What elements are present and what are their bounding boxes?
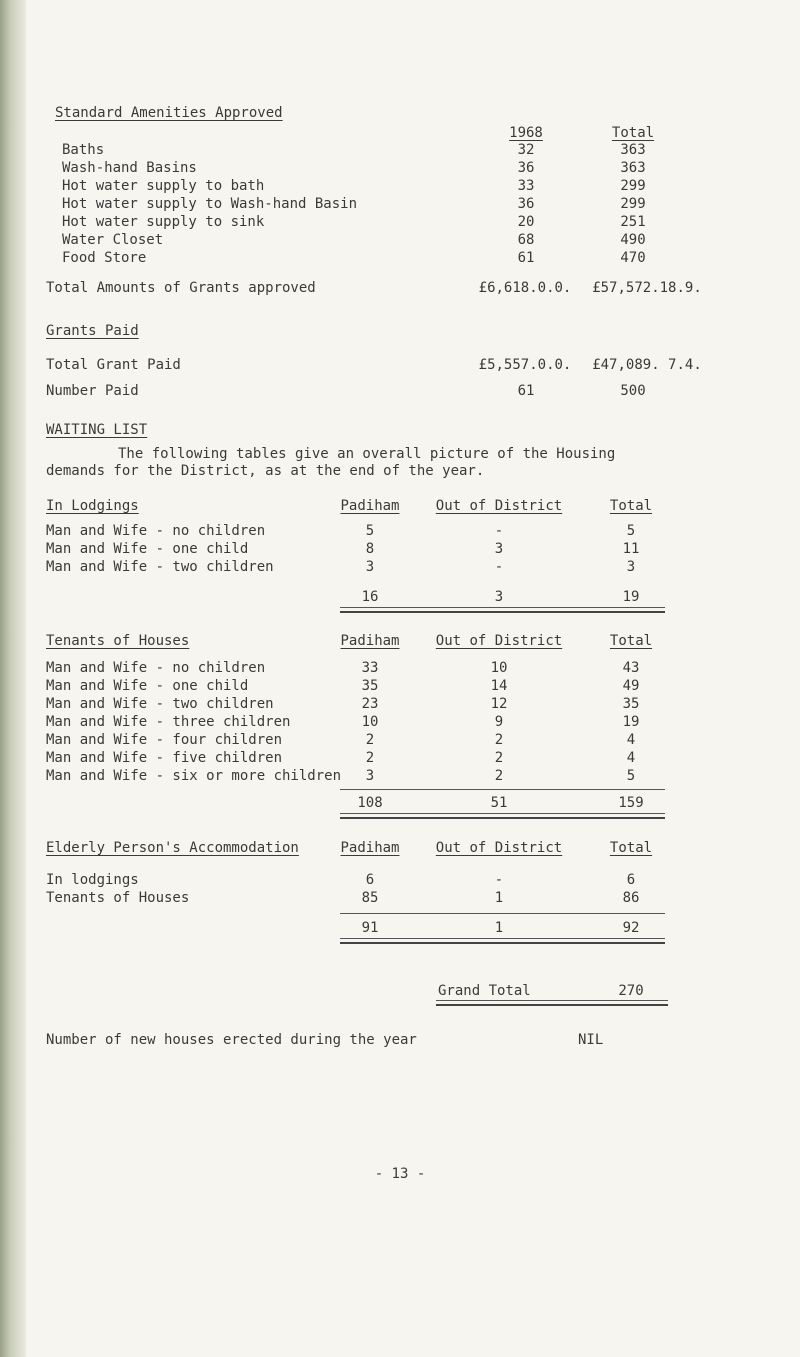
elderly-row-total: 86 bbox=[622, 890, 640, 906]
amenities-heading: Standard Amenities Approved bbox=[55, 105, 283, 121]
elderly-sum-total: 92 bbox=[622, 920, 640, 936]
col-total: Total bbox=[609, 498, 653, 514]
tenants-row-padiham: 35 bbox=[361, 678, 379, 694]
amenity-row-label: Wash-hand Basins bbox=[62, 160, 197, 176]
amenity-row-label: Hot water supply to Wash-hand Basin bbox=[62, 196, 358, 212]
amenity-row-1968: 33 bbox=[517, 178, 535, 194]
number-paid-1968: 61 bbox=[517, 383, 535, 399]
number-paid-label: Number Paid bbox=[46, 383, 139, 399]
tenants-sum-out: 51 bbox=[490, 795, 508, 811]
tenants-row-total: 4 bbox=[626, 732, 636, 748]
amenity-row-label: Food Store bbox=[62, 250, 147, 266]
lodgings-sum-padiham: 16 bbox=[361, 589, 379, 605]
amenity-row-1968: 61 bbox=[517, 250, 535, 266]
tenants-row-label: Man and Wife - two children bbox=[46, 696, 274, 712]
tenants-row-total: 4 bbox=[626, 750, 636, 766]
tenants-row-total: 43 bbox=[622, 660, 640, 676]
grants-approved-1968: £6,618.0.0. bbox=[478, 280, 572, 296]
grants-approved-label: Total Amounts of Grants approved bbox=[46, 280, 316, 296]
amenity-row-1968: 68 bbox=[517, 232, 535, 248]
lodgings-sum-out: 3 bbox=[494, 589, 504, 605]
grand-total-rule bbox=[436, 1000, 668, 1001]
lodgings-row-out: - bbox=[494, 559, 504, 575]
grant-paid-total: £47,089. 7.4. bbox=[592, 357, 702, 373]
tenants-row-padiham: 33 bbox=[361, 660, 379, 676]
grant-paid-1968: £5,557.0.0. bbox=[478, 357, 572, 373]
col-out-of-district: Out of District bbox=[435, 840, 563, 856]
lodgings-row-label: Man and Wife - one child bbox=[46, 541, 249, 557]
amenity-row-1968: 36 bbox=[517, 160, 535, 176]
tenants-sum-rule-top bbox=[340, 789, 665, 790]
tenants-row-label: Man and Wife - five children bbox=[46, 750, 283, 766]
waiting-list-heading: WAITING LIST bbox=[46, 422, 148, 438]
lodgings-row-padiham: 8 bbox=[365, 541, 375, 557]
col-padiham: Padiham bbox=[340, 840, 400, 856]
col-1968-header: 1968 bbox=[509, 125, 543, 141]
elderly-sum-padiham: 91 bbox=[361, 920, 379, 936]
lodgings-row-out: - bbox=[494, 523, 504, 539]
lodgings-sum-rule-double bbox=[340, 611, 665, 613]
elderly-sum-rule-top bbox=[340, 913, 665, 914]
col-padiham: Padiham bbox=[340, 633, 400, 649]
col-total-header: Total bbox=[611, 125, 655, 141]
amenity-row-1968: 36 bbox=[517, 196, 535, 212]
elderly-heading: Elderly Person's Accommodation bbox=[46, 840, 299, 856]
tenants-row-label: Man and Wife - four children bbox=[46, 732, 283, 748]
number-paid-total: 500 bbox=[620, 383, 646, 399]
tenants-row-padiham: 3 bbox=[365, 768, 375, 784]
elderly-sum-out: 1 bbox=[494, 920, 504, 936]
lodgings-sum-rule bbox=[340, 607, 665, 608]
amenity-row-total: 470 bbox=[620, 250, 646, 266]
elderly-row-total: 6 bbox=[626, 872, 636, 888]
tenants-row-out: 9 bbox=[494, 714, 504, 730]
amenity-row-1968: 20 bbox=[517, 214, 535, 230]
tenants-row-padiham: 2 bbox=[365, 732, 375, 748]
elderly-sum-rule-double bbox=[340, 942, 665, 944]
amenity-row-total: 299 bbox=[620, 178, 646, 194]
amenity-row-total: 251 bbox=[620, 214, 646, 230]
intro-line-1: The following tables give an overall picture of the Housing bbox=[118, 446, 616, 462]
tenants-row-total: 35 bbox=[622, 696, 640, 712]
tenants-row-out: 2 bbox=[494, 750, 504, 766]
tenants-sum-padiham: 108 bbox=[357, 795, 383, 811]
amenity-row-total: 363 bbox=[620, 160, 646, 176]
elderly-sum-rule bbox=[340, 938, 665, 939]
amenity-row-label: Baths bbox=[62, 142, 105, 158]
tenants-row-out: 12 bbox=[490, 696, 508, 712]
lodgings-sum-total: 19 bbox=[622, 589, 640, 605]
page-number: - 13 - bbox=[374, 1166, 426, 1182]
elderly-row-label: Tenants of Houses bbox=[46, 890, 190, 906]
elderly-row-padiham: 6 bbox=[365, 872, 375, 888]
tenants-row-out: 14 bbox=[490, 678, 508, 694]
elderly-row-out: - bbox=[494, 872, 504, 888]
tenants-row-total: 5 bbox=[626, 768, 636, 784]
col-total: Total bbox=[609, 633, 653, 649]
lodgings-row-out: 3 bbox=[494, 541, 504, 557]
tenants-row-out: 2 bbox=[494, 732, 504, 748]
page-edge bbox=[0, 0, 26, 1357]
amenity-row-1968: 32 bbox=[517, 142, 535, 158]
tenants-row-total: 49 bbox=[622, 678, 640, 694]
lodgings-row-label: Man and Wife - no children bbox=[46, 523, 266, 539]
col-total: Total bbox=[609, 840, 653, 856]
grants-approved-total: £57,572.18.9. bbox=[592, 280, 702, 296]
lodgings-row-total: 11 bbox=[622, 541, 640, 557]
tenants-row-out: 10 bbox=[490, 660, 508, 676]
grand-total-rule-double bbox=[436, 1004, 668, 1006]
lodgings-heading: In Lodgings bbox=[46, 498, 139, 514]
tenants-row-label: Man and Wife - six or more children bbox=[46, 768, 342, 784]
tenants-sum-total: 159 bbox=[618, 795, 644, 811]
tenants-row-label: Man and Wife - three children bbox=[46, 714, 291, 730]
elderly-row-padiham: 85 bbox=[361, 890, 379, 906]
amenity-row-label: Hot water supply to bath bbox=[62, 178, 265, 194]
tenants-sum-rule bbox=[340, 813, 665, 814]
elderly-row-label: In lodgings bbox=[46, 872, 139, 888]
tenants-row-padiham: 23 bbox=[361, 696, 379, 712]
grant-paid-label: Total Grant Paid bbox=[46, 357, 181, 373]
amenity-row-total: 299 bbox=[620, 196, 646, 212]
amenity-row-label: Hot water supply to sink bbox=[62, 214, 265, 230]
tenants-row-padiham: 10 bbox=[361, 714, 379, 730]
tenants-row-total: 19 bbox=[622, 714, 640, 730]
tenants-row-out: 2 bbox=[494, 768, 504, 784]
tenants-row-padiham: 2 bbox=[365, 750, 375, 766]
lodgings-row-label: Man and Wife - two children bbox=[46, 559, 274, 575]
col-out-of-district: Out of District bbox=[435, 498, 563, 514]
lodgings-row-padiham: 3 bbox=[365, 559, 375, 575]
new-houses-label: Number of new houses erected during the year bbox=[46, 1032, 417, 1048]
intro-line-2: demands for the District, as at the end of the year. bbox=[46, 463, 485, 479]
tenants-heading: Tenants of Houses bbox=[46, 633, 190, 649]
amenity-row-total: 490 bbox=[620, 232, 646, 248]
grand-total-value: 270 bbox=[618, 983, 644, 999]
elderly-row-out: 1 bbox=[494, 890, 504, 906]
grand-total-label: Grand Total bbox=[438, 983, 531, 999]
new-houses-value: NIL bbox=[578, 1032, 604, 1048]
lodgings-row-total: 3 bbox=[626, 559, 636, 575]
tenants-sum-rule-double bbox=[340, 817, 665, 819]
tenants-row-label: Man and Wife - no children bbox=[46, 660, 266, 676]
lodgings-row-padiham: 5 bbox=[365, 523, 375, 539]
col-padiham: Padiham bbox=[340, 498, 400, 514]
amenity-row-total: 363 bbox=[620, 142, 646, 158]
lodgings-row-total: 5 bbox=[626, 523, 636, 539]
amenity-row-label: Water Closet bbox=[62, 232, 164, 248]
col-out-of-district: Out of District bbox=[435, 633, 563, 649]
grants-paid-heading: Grants Paid bbox=[46, 323, 139, 339]
tenants-row-label: Man and Wife - one child bbox=[46, 678, 249, 694]
